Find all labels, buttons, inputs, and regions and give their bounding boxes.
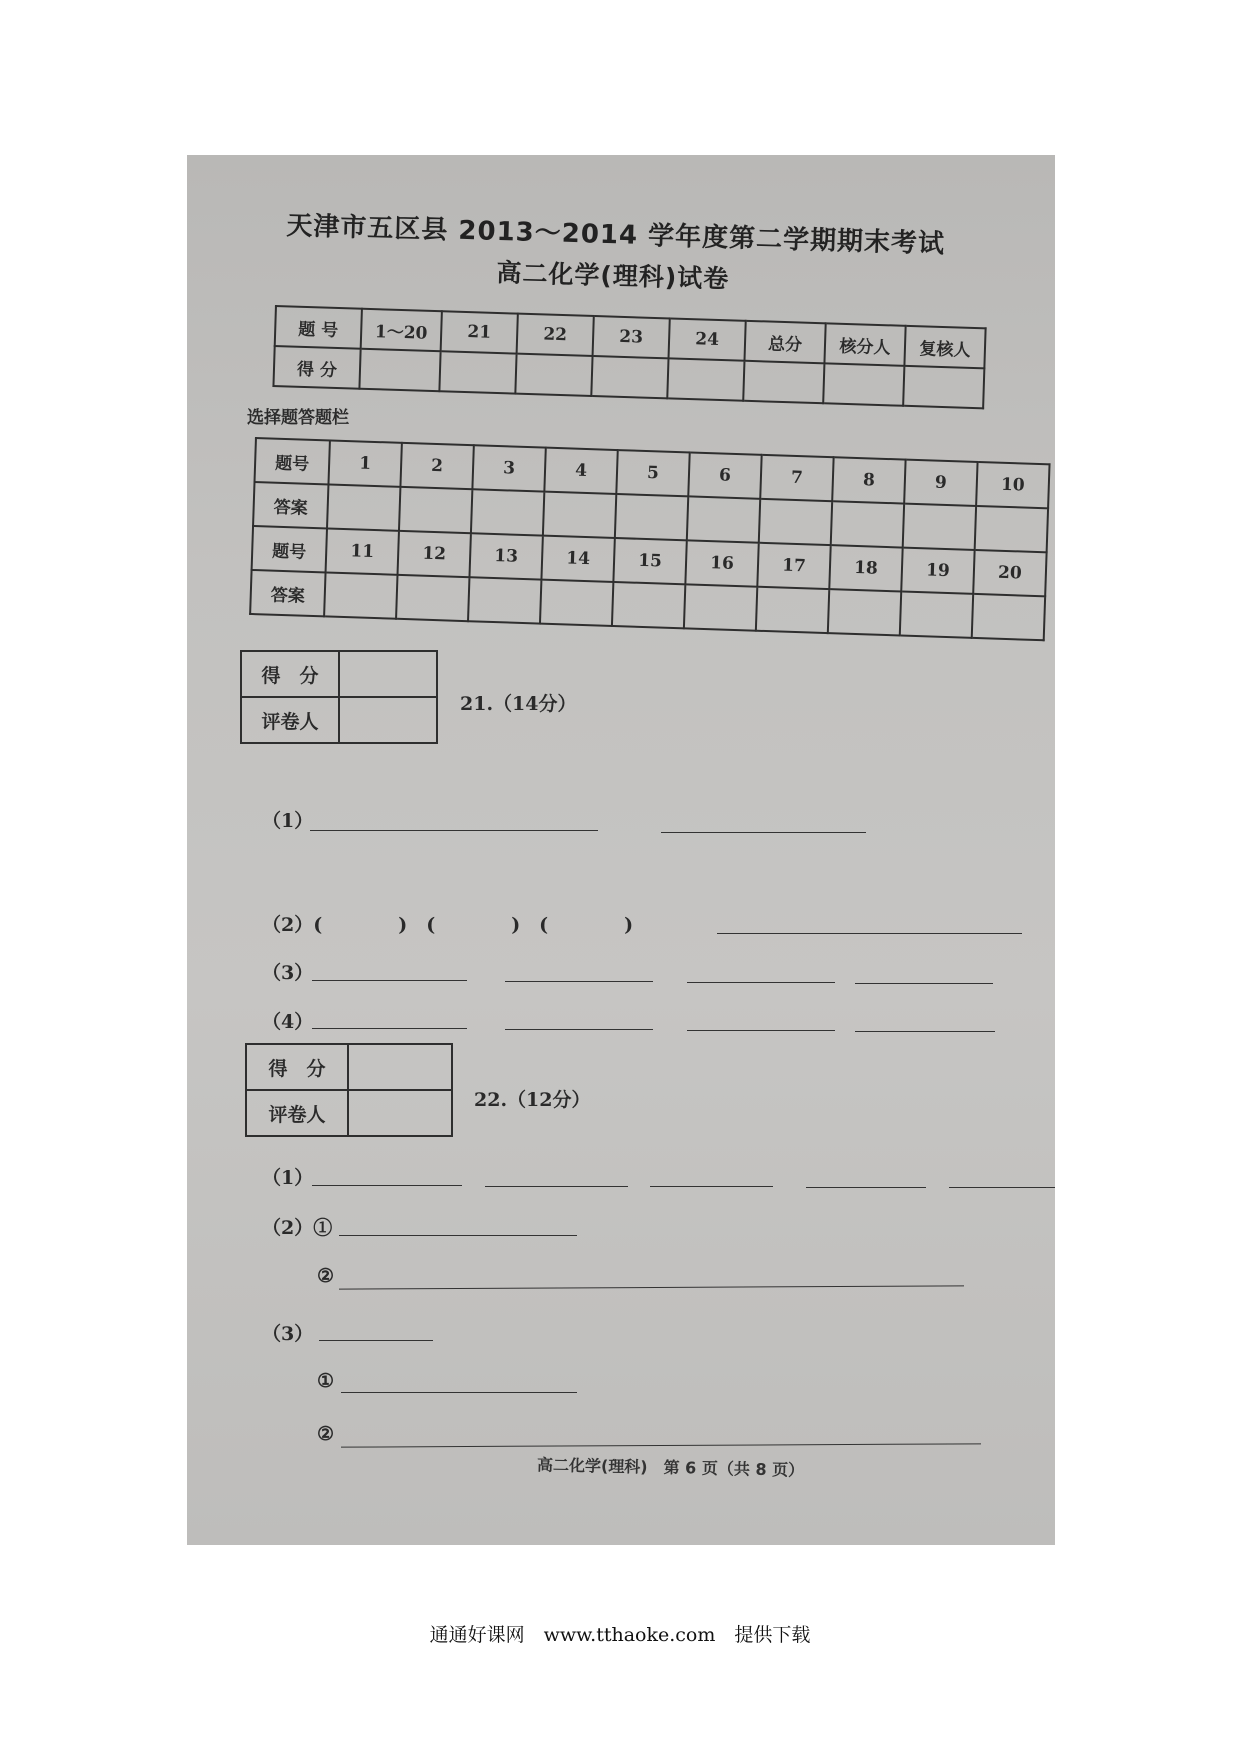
score-header-cell: 22: [517, 314, 594, 356]
answer-blank: [319, 1340, 433, 1341]
choice-row-label: 答案: [250, 570, 325, 616]
choice-answer-cell: [612, 582, 685, 628]
q21-part1-label: （1）: [262, 810, 314, 832]
answer-blank: [312, 1028, 467, 1029]
grader-name-cell: [339, 697, 437, 743]
q22-grader-box: [245, 1043, 453, 1137]
answer-blank: [485, 1186, 628, 1187]
choice-number: 6: [688, 452, 761, 498]
choice-number: 2: [400, 443, 473, 489]
choice-answer-cell: [540, 580, 613, 626]
choice-answer-cell: [684, 584, 757, 630]
score-cell: [743, 361, 824, 403]
choice-answer-cell: [399, 487, 472, 533]
choice-number: 17: [757, 543, 830, 589]
q22-part3-label: （3）: [262, 1323, 314, 1345]
grader-score-cell: [339, 651, 437, 697]
q22-part3b-label: ②: [317, 1423, 335, 1445]
score-cell: [439, 351, 516, 393]
choice-answer-cell: [975, 506, 1048, 552]
answer-blank: [650, 1186, 773, 1187]
choice-number: 12: [398, 531, 471, 577]
q22-heading: 22.（12分）: [474, 1089, 591, 1111]
score-row-label: 得 分: [273, 346, 360, 389]
exam-title: 天津市五区县 2013～2014 学年度第二学期期末考试: [285, 210, 946, 260]
choice-number: 4: [544, 448, 617, 494]
score-header-cell: 复核人: [904, 326, 985, 368]
q21-part4-label: （4）: [262, 1011, 314, 1033]
grader-name-label: 评卷人: [246, 1090, 348, 1136]
grader-score-label: 得 分: [241, 651, 339, 697]
q21-part2-label: （2）( ) ( ) ( ): [262, 914, 634, 936]
answer-blank: [341, 1443, 981, 1447]
score-table: [272, 305, 986, 409]
choice-answer-cell: [828, 589, 901, 635]
choice-number: 9: [904, 460, 977, 506]
scanned-exam-page: [187, 155, 1055, 1545]
choice-answer-cell: [324, 572, 397, 618]
q22-part2-label: （2）①: [262, 1217, 333, 1239]
score-header-cell: 题 号: [275, 306, 362, 349]
score-cell: [359, 349, 440, 391]
grader-score-label: 得 分: [246, 1044, 348, 1090]
choice-answer-cell: [468, 577, 541, 623]
score-header-cell: 21: [441, 311, 518, 353]
download-caption: 通通好课网 www.tthaoke.com 提供下载: [429, 1624, 811, 1646]
choice-answer-cell: [396, 575, 469, 621]
choice-answer-cell: [327, 484, 400, 530]
answer-blank: [339, 1285, 964, 1289]
choice-answer-cell: [759, 499, 832, 545]
score-cell: [515, 354, 592, 396]
choice-answer-table: [249, 437, 1050, 641]
answer-blank: [949, 1187, 1055, 1188]
score-header-cell: 23: [593, 316, 670, 358]
choice-number: 15: [613, 538, 686, 584]
choice-number: 20: [973, 550, 1046, 596]
choice-answer-cell: [972, 594, 1045, 640]
choice-answer-cell: [900, 592, 973, 638]
choice-number: 19: [901, 548, 974, 594]
exam-subtitle: 高二化学(理科)试卷: [496, 257, 730, 294]
score-cell: [667, 358, 744, 400]
choice-number: 14: [541, 536, 614, 582]
answer-blank: [717, 933, 1022, 934]
answer-blank: [312, 1185, 462, 1186]
choice-number: 18: [829, 545, 902, 591]
choice-answer-cell: [756, 587, 829, 633]
q22-part1-label: （1）: [262, 1167, 314, 1189]
answer-blank: [661, 832, 866, 833]
choice-row-label: 题号: [255, 438, 330, 484]
choice-answer-cell: [903, 504, 976, 550]
score-header-cell: 1～20: [361, 309, 442, 351]
choice-row-label: 答案: [253, 482, 328, 528]
choice-number: 1: [328, 440, 401, 486]
choice-answer-cell: [471, 489, 544, 535]
grader-name-cell: [348, 1090, 452, 1136]
score-header-cell: 24: [669, 318, 746, 360]
choice-number: 8: [832, 457, 905, 503]
answer-blank: [505, 1029, 653, 1030]
page-footer: 高二化学(理科) 第 6 页（共 8 页）: [536, 1455, 805, 1480]
q21-grader-box: [240, 650, 438, 744]
q21-part3-label: （3）: [262, 962, 314, 984]
answer-blank: [687, 1030, 835, 1031]
choice-number: 13: [469, 533, 542, 579]
q22-part3a-label: ①: [317, 1370, 335, 1392]
grader-score-cell: [348, 1044, 452, 1090]
choice-number: 7: [760, 455, 833, 501]
score-header-cell: 核分人: [824, 323, 905, 365]
score-cell: [823, 363, 904, 405]
choice-answer-cell: [831, 501, 904, 547]
score-cell: [591, 356, 668, 398]
choice-answer-cell: [687, 496, 760, 542]
answer-blank: [855, 1031, 995, 1032]
choice-answer-cell: [615, 494, 688, 540]
answer-blank: [855, 983, 993, 984]
answer-blank: [687, 982, 835, 983]
choice-number: 3: [472, 445, 545, 491]
answer-blank: [341, 1392, 577, 1393]
choice-number: 11: [326, 528, 399, 574]
choice-number: 16: [685, 540, 758, 586]
answer-blank: [312, 980, 467, 981]
choice-number: 10: [976, 462, 1049, 508]
choice-number: 5: [616, 450, 689, 496]
answer-blank: [310, 830, 598, 831]
answer-blank: [339, 1235, 577, 1236]
answer-blank: [505, 981, 653, 982]
score-cell: [903, 366, 984, 408]
choice-row-label: 题号: [252, 526, 327, 572]
q22-part2b-label: ②: [317, 1265, 335, 1287]
score-header-cell: 总分: [744, 321, 825, 363]
answer-blank: [806, 1187, 926, 1188]
choice-section-label: 选择题答题栏: [247, 408, 349, 428]
grader-name-label: 评卷人: [241, 697, 339, 743]
q21-heading: 21.（14分）: [460, 693, 577, 715]
choice-answer-cell: [543, 492, 616, 538]
